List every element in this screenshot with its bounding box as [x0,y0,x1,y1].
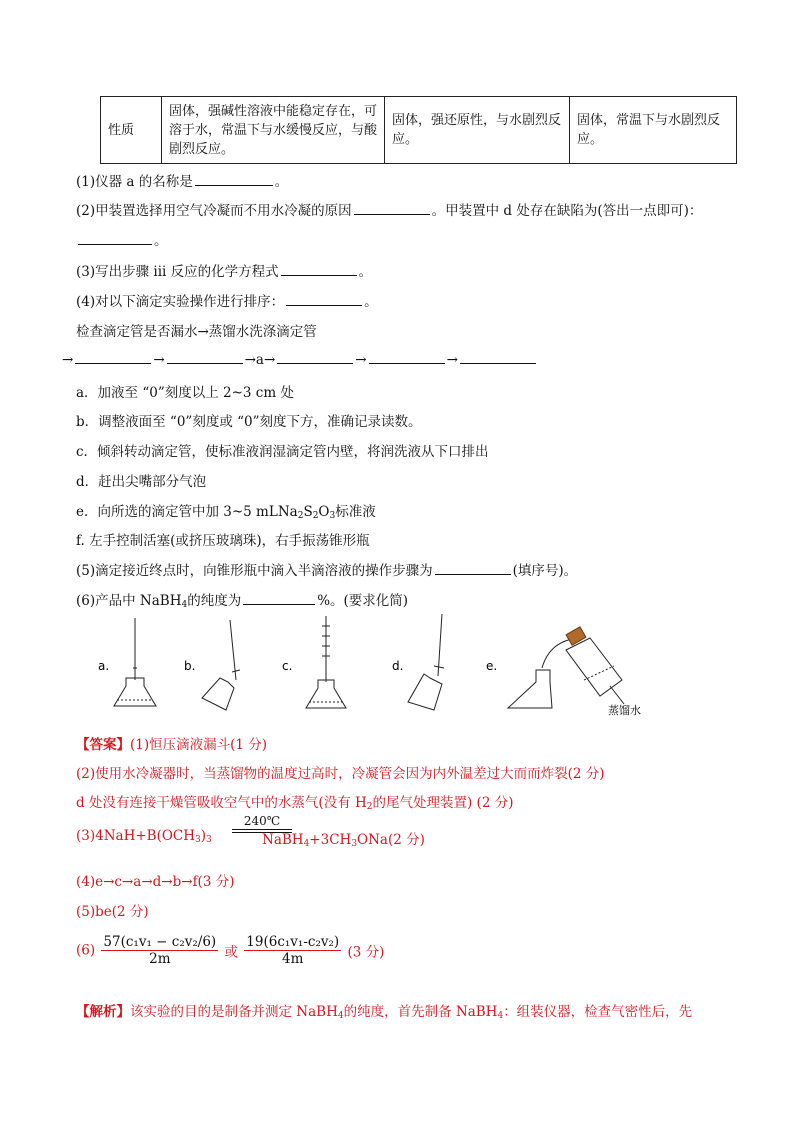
label-e: e. [486,659,498,673]
question-5: (5)滴定接近终点时，向锥形瓶中滴入半滴溶液的操作步骤为 (填序号)。 [76,563,578,579]
flask-e [508,670,552,708]
option-d: d．赶出尖嘴部分气泡 [76,474,207,490]
table-row [101,97,737,164]
option-c: c．倾斜转动滴定管，使标准液润湿滴定管内壁，将润洗液从下口排出 [76,444,489,460]
option-f: f. 左手控制活塞(或挤压玻璃珠)，右手振荡锥形瓶 [76,533,370,549]
blank [435,561,511,575]
flask-c [306,680,346,708]
label-b: b. [184,659,196,673]
answer-5: (5)be(2 分) [76,904,149,920]
flask-a [114,678,156,706]
titration-figure [90,610,730,720]
fraction-1: $\frac{\text{57(c₁v₁ − c₂v₂/6)}}{2m}$ [103,934,217,967]
label-c: c. [282,659,293,673]
option-e: e．向所选的滴定管中加 3~5 $mLNa_2S_2O_3$标准液 [76,504,376,521]
answer-2: (2)使用水冷凝器时，当蒸馏物的温度过高时，冷凝管会因为内外温差过大而而炸裂(2 分) [76,766,605,782]
blank [354,201,430,215]
option-b: b．调整液面至 “0”刻度或 “0”刻度下方，准确记录读数。 [76,414,422,430]
option-a: a．加液至 “0”刻度以上 2~3 cm 处 [76,385,294,401]
answer-3-products: $NaBH_4+3CH_3ONa(2$ 分) [262,832,425,849]
question-6: (6)产品中 NaBH$_4$的纯度为 %。(要求化简) [76,593,409,610]
label-d: d. [392,659,404,673]
flask-d [408,674,442,710]
blank [243,591,315,605]
table-cell: 固体，强还原性，与水剧烈反应。 [385,97,570,164]
sequence-blanks: → → →a→ → → [62,350,538,368]
question-4: (4)对以下滴定实验操作进行排序： 。 [76,294,378,310]
sequence-intro: 检查滴定管是否漏水→蒸馏水洗涤滴定管 [76,324,317,340]
question-3: (3)写出步骤 iii 反应的化学方程式 。 [76,264,373,280]
question-2-cont: 。 [76,229,168,249]
answer-1: 【答案】(1)恒压滴液漏斗(1 分) [76,737,268,753]
water-label: 蒸馏水 [608,704,641,717]
answer-2b: d 处没有连接干燥管吸收空气中的水蒸气(没有 $H_2$的尾气处理装置) (2 分) [76,795,514,812]
blank [195,172,273,186]
flask-b [202,678,234,710]
wash-bottle [566,638,622,696]
row-label: 性质 [101,97,162,164]
answer-6: (6) $\frac{\text{57(c₁v₁ − c₂v₂/6)}}{2m}$ 或 $\frac{\text{19(6c₁v₁-c₂v₂)}}{4m}$ (3 分) [76,934,385,967]
fraction-2: $\frac{\text{19(6c₁v₁-c₂v₂)}}{4m}$ [246,934,340,967]
analysis: 【解析】该实验的目的是制备并测定 NaBH$_4$的纯度，首先制备 NaBH$_4$：组装仪器，检查气密性后，先 [76,1004,693,1021]
answer-4: (4)e→c→a→d→b→f(3 分) [76,874,235,890]
blank [78,231,152,245]
answer-3: $(3)4NaH+B(OCH_3)_3$ [76,828,212,845]
label-a: a. [98,659,110,673]
question-2: (2)甲装置选择用空气冷凝而不用水冷凝的原因 。甲装置中 d 处存在缺陷为(答出一点即可)： [76,203,703,219]
properties-table [100,96,737,164]
blank [281,262,357,276]
blank [286,292,362,306]
table-cell: 固体，强碱性溶液中能稳定存在，可溶于水，常温下与水缓慢反应，与酸剧烈反应。 [162,97,385,164]
table-cell: 固体，常温下与水剧烈反应。 [570,97,737,164]
question-1: (1)仪器 a 的名称是 。 [76,174,289,190]
reaction-condition: 240℃ [232,814,292,833]
